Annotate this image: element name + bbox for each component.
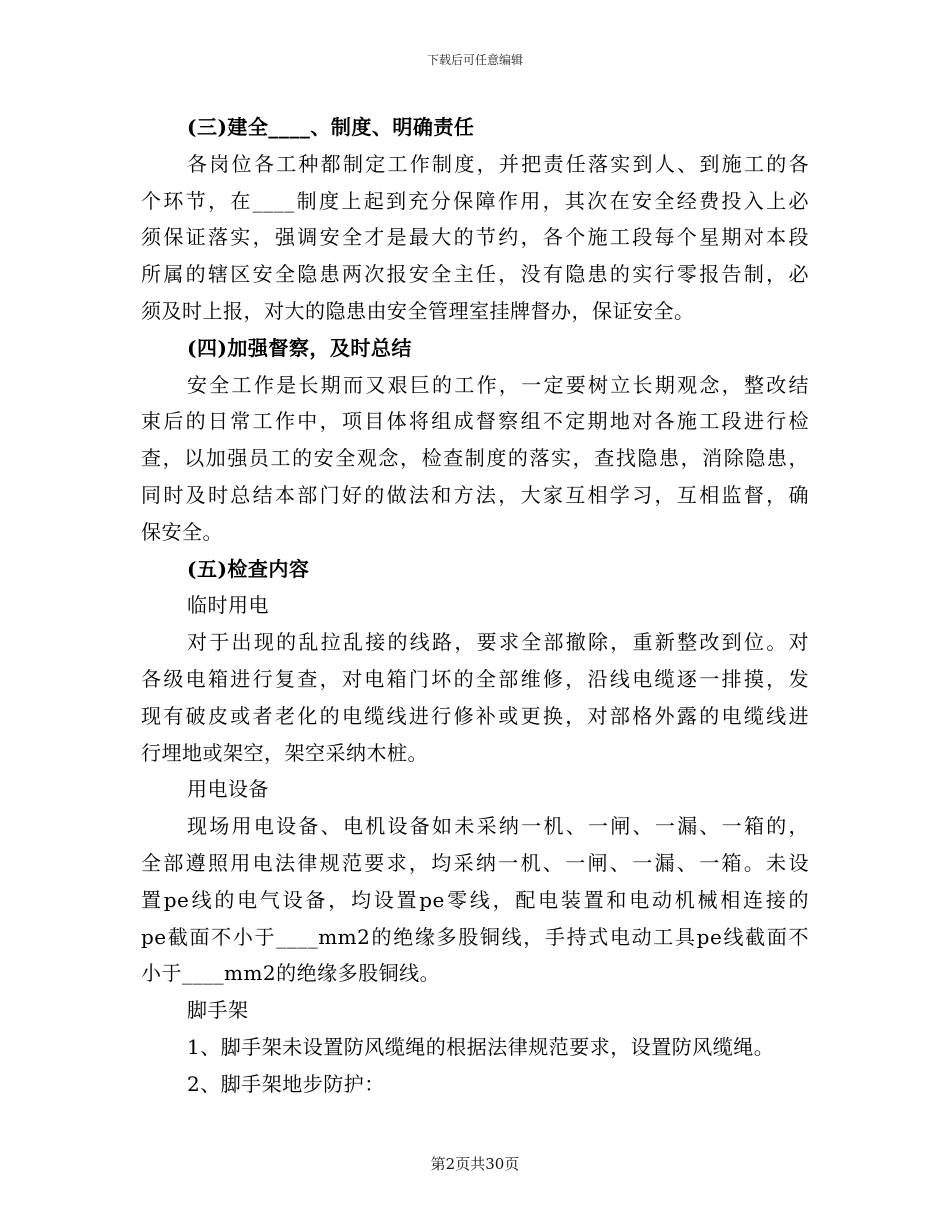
text-line: 所属的辖区安全隐患两次报安全主任，没有隐患的实行零报告制，必 bbox=[141, 262, 809, 287]
text-line: 置pe线的电气设备，均设置pe零线，配电装置和电动机械相连接的 bbox=[141, 887, 809, 912]
text-line: 脚手架 bbox=[187, 998, 249, 1023]
document-body bbox=[141, 109, 809, 1103]
text-line: 小于____mm2的绝缘多股铜线。 bbox=[141, 961, 441, 986]
text-line: 对于出现的乱拉乱接的线路，要求全部撤除，重新整改到位。对 bbox=[187, 630, 809, 655]
section-heading: (五)检查内容 bbox=[187, 556, 310, 581]
text-line: 1、脚手架未设置防风缆绳的根据法律规范要求，设置防风缆绳。 bbox=[187, 1034, 775, 1059]
text-line: 2、脚手架地步防护： bbox=[187, 1071, 385, 1096]
text-line: 行埋地或架空，架空采纳木桩。 bbox=[141, 740, 428, 765]
text-line: 查，以加强员工的安全观念，检查制度的落实，查找隐患，消除隐患， bbox=[141, 446, 809, 471]
text-line: 全部遵照用电法律规范要求，均采纳一机、一闸、一漏、一箱。未设 bbox=[141, 850, 809, 875]
text-line: 临时用电 bbox=[187, 593, 269, 618]
text-line: 各级电箱进行复查，对电箱门坏的全部维修，沿线电缆逐一排摸，发 bbox=[141, 666, 809, 691]
text-line: 现有破皮或者老化的电缆线进行修补或更换，对部格外露的电缆线进 bbox=[141, 703, 809, 728]
text-line: 保安全。 bbox=[141, 519, 223, 544]
text-line: 个环节，在____制度上起到充分保障作用，其次在安全经费投入上必 bbox=[141, 188, 809, 213]
text-line: pe截面不小于____mm2的绝缘多股铜线，手持式电动工具pe线截面不 bbox=[141, 924, 809, 949]
text-line: 各岗位各工种都制定工作制度，并把责任落实到人、到施工的各 bbox=[187, 151, 809, 176]
section-heading: (四)加强督察，及时总结 bbox=[187, 335, 412, 360]
page-header: 下载后可任意编辑 bbox=[426, 53, 523, 67]
text-line: 安全工作是长期而又艰巨的工作，一定要树立长期观念，整改结 bbox=[187, 372, 809, 397]
text-line: 同时及时总结本部门好的做法和方法，大家互相学习，互相监督，确 bbox=[141, 482, 809, 507]
section-heading: (三)建全____、制度、明确责任 bbox=[187, 115, 475, 139]
text-line: 现场用电设备、电机设备如未采纳一机、一闸、一漏、一箱的， bbox=[187, 814, 809, 839]
text-line: 须及时上报，对大的隐患由安全管理室挂牌督办，保证安全。 bbox=[141, 298, 695, 323]
page-footer: 第2页共30页 bbox=[430, 1155, 520, 1173]
text-line: 束后的日常工作中，项目体将组成督察组不定期地对各施工段进行检 bbox=[141, 409, 809, 434]
text-line: 用电设备 bbox=[187, 777, 269, 802]
text-line: 须保证落实，强调安全才是最大的节约，各个施工段每个星期对本段 bbox=[141, 225, 809, 250]
